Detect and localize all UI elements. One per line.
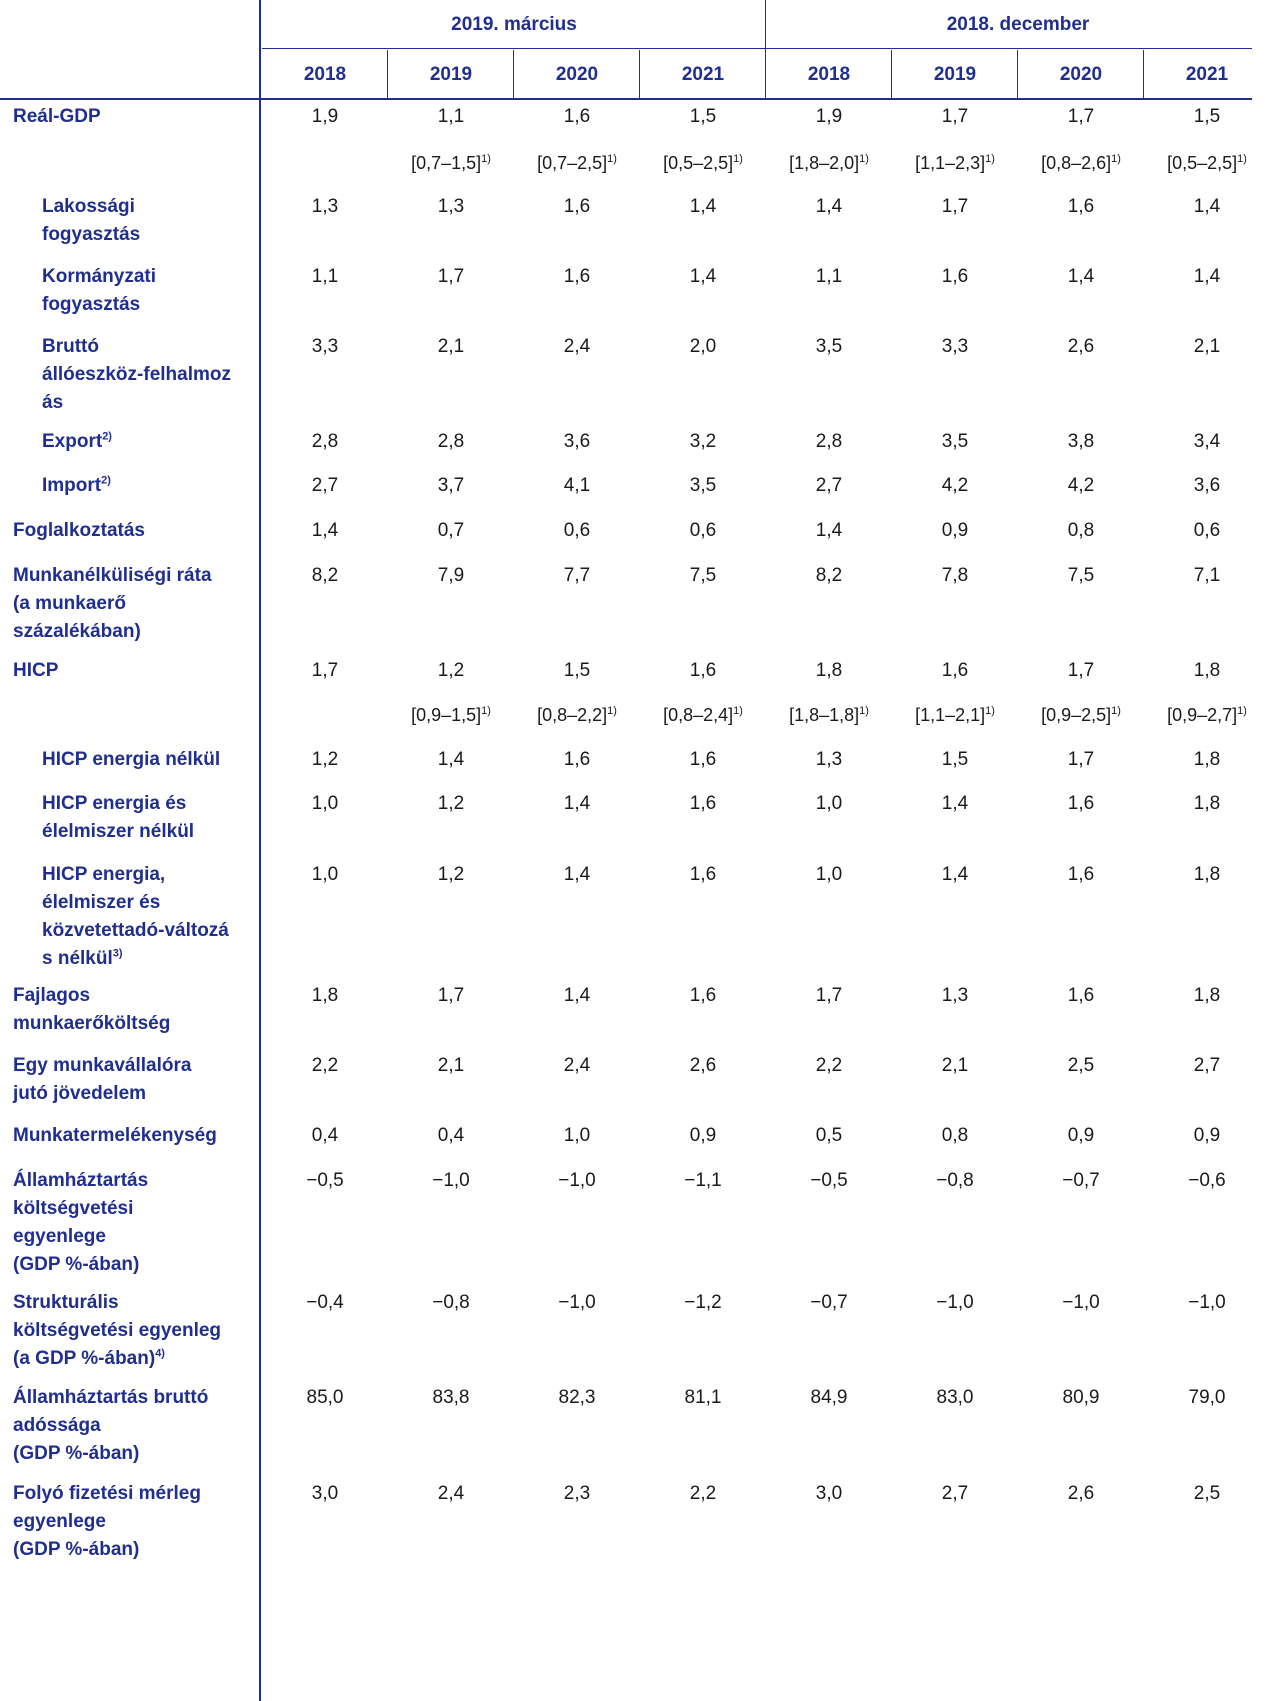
row-label-line: egyenlege xyxy=(13,1511,106,1532)
range-cell xyxy=(514,701,640,729)
value-cell: 1,4 xyxy=(689,266,717,287)
row-label-line: munkaerőköltség xyxy=(13,1013,171,1034)
row-label-line: Bruttó xyxy=(42,336,99,357)
range-cell xyxy=(388,701,514,729)
year-header: 2018 xyxy=(807,64,851,85)
value-cell: −1,0 xyxy=(1062,1292,1100,1313)
value-cell: 2,6 xyxy=(1067,1483,1095,1504)
row-label-line: HICP energia, xyxy=(42,864,166,885)
value-cell: 1,3 xyxy=(437,196,465,217)
value-cell: 2,7 xyxy=(815,475,843,496)
row-label-line: Reál-GDP xyxy=(13,106,101,127)
value-cell: 1,0 xyxy=(311,864,339,885)
value-cell: 2,8 xyxy=(815,431,843,452)
row-label-line: élelmiszer és xyxy=(42,892,161,913)
range-cell xyxy=(514,149,640,177)
row-label-line: (GDP %-ában) xyxy=(13,1539,140,1560)
row-label-ulc xyxy=(13,982,170,1038)
value-cell: 4,2 xyxy=(941,475,969,496)
value-cell: 84,9 xyxy=(810,1387,848,1408)
row-label-employment xyxy=(13,517,145,545)
range-value: [0,9–2,5] xyxy=(1041,705,1112,725)
value-cell: 1,1 xyxy=(815,266,843,287)
range-cell xyxy=(640,149,766,177)
row-label-line: állóeszköz-felhalmoz xyxy=(42,364,231,385)
value-cell: 1,4 xyxy=(437,749,465,770)
year-header: 2019 xyxy=(933,64,977,85)
footnote-marker: 1) xyxy=(859,705,869,717)
value-cell: 1,7 xyxy=(311,660,339,681)
footnote-marker: 1) xyxy=(481,153,491,165)
value-cell: 2,2 xyxy=(815,1055,843,1076)
value-cell: 1,6 xyxy=(1067,985,1095,1006)
range-value: [0,5–2,5] xyxy=(1167,153,1238,173)
value-cell: 1,2 xyxy=(437,793,465,814)
row-label-line: HICP energia és xyxy=(42,793,187,814)
footnote-marker: 1) xyxy=(985,705,995,717)
value-cell: 2,8 xyxy=(437,431,465,452)
range-value: [0,8–2,2] xyxy=(537,705,608,725)
value-cell: 3,5 xyxy=(941,431,969,452)
value-cell: 1,4 xyxy=(563,864,591,885)
row-label-line: Államháztartás xyxy=(13,1170,149,1191)
row-label-line: ás xyxy=(42,392,64,413)
value-cell: 2,7 xyxy=(311,475,339,496)
value-cell: 1,8 xyxy=(815,660,843,681)
value-cell: 4,2 xyxy=(1067,475,1095,496)
value-cell: 1,8 xyxy=(1193,864,1221,885)
value-cell: 1,3 xyxy=(815,749,843,770)
value-cell: 1,4 xyxy=(563,793,591,814)
value-cell: 1,8 xyxy=(1193,749,1221,770)
range-value: [0,9–2,7] xyxy=(1167,705,1238,725)
value-cell: −1,0 xyxy=(936,1292,974,1313)
row-label-real-gdp xyxy=(13,103,101,131)
year-header: 2021 xyxy=(681,64,725,85)
value-cell: 2,8 xyxy=(311,431,339,452)
value-cell: 3,5 xyxy=(689,475,717,496)
row-label-line: Államháztartás bruttó xyxy=(13,1387,209,1408)
value-cell: 1,4 xyxy=(689,196,717,217)
year-header: 2021 xyxy=(1185,64,1229,85)
column-group-header: 2018. december xyxy=(946,14,1090,35)
value-cell: 1,7 xyxy=(437,266,465,287)
value-cell: 3,6 xyxy=(563,431,591,452)
footnote-marker: 1) xyxy=(859,153,869,165)
value-cell: 1,3 xyxy=(941,985,969,1006)
value-cell: 1,2 xyxy=(437,660,465,681)
value-cell: 2,4 xyxy=(437,1483,465,1504)
value-cell: 1,4 xyxy=(563,985,591,1006)
value-cell: 1,6 xyxy=(563,749,591,770)
value-cell: −0,5 xyxy=(810,1170,848,1191)
value-cell: 2,1 xyxy=(437,336,465,357)
value-cell: 1,6 xyxy=(941,266,969,287)
value-cell: 1,6 xyxy=(941,660,969,681)
value-cell: 1,6 xyxy=(689,749,717,770)
value-cell: 1,0 xyxy=(311,793,339,814)
value-cell: 0,9 xyxy=(689,1125,717,1146)
value-cell: 3,6 xyxy=(1193,475,1221,496)
value-cell: 2,0 xyxy=(689,336,717,357)
value-cell: 1,2 xyxy=(437,864,465,885)
value-cell: 2,1 xyxy=(1193,336,1221,357)
value-cell: 1,4 xyxy=(1067,266,1095,287)
value-cell: 0,9 xyxy=(941,520,969,541)
value-cell: 2,6 xyxy=(689,1055,717,1076)
row-label-structural-balance xyxy=(13,1289,221,1373)
value-cell: 7,7 xyxy=(563,565,591,586)
column-group-header: 2019. március xyxy=(451,14,577,35)
value-cell: 3,0 xyxy=(815,1483,843,1504)
value-cell: −1,0 xyxy=(558,1292,596,1313)
value-cell: 7,9 xyxy=(437,565,465,586)
footnote-marker: 1) xyxy=(607,705,617,717)
year-header: 2018 xyxy=(303,64,347,85)
value-cell: 1,6 xyxy=(1067,196,1095,217)
row-label-line: költségvetési egyenleg xyxy=(13,1320,222,1341)
value-cell: 2,6 xyxy=(1067,336,1095,357)
year-header: 2020 xyxy=(1059,64,1103,85)
range-value: [0,5–2,5] xyxy=(663,153,734,173)
range-value: [1,8–2,0] xyxy=(789,153,860,173)
value-cell: 7,1 xyxy=(1193,565,1221,586)
row-label-line: élelmiszer nélkül xyxy=(42,821,195,842)
value-cell: 3,0 xyxy=(311,1483,339,1504)
value-cell: 1,6 xyxy=(563,266,591,287)
row-label-compensation xyxy=(13,1052,191,1108)
value-cell: 1,0 xyxy=(815,793,843,814)
row-label-line: Egy munkavállalóra xyxy=(13,1055,192,1076)
row-label-line: Fajlagos xyxy=(13,985,91,1006)
row-label-budget-balance xyxy=(13,1167,148,1279)
value-cell: 2,2 xyxy=(689,1483,717,1504)
value-cell: −1,0 xyxy=(558,1170,596,1191)
value-cell: 1,0 xyxy=(815,864,843,885)
row-label-line: HICP energia nélkül xyxy=(42,749,221,770)
footnote-marker: 1) xyxy=(481,705,491,717)
value-cell: 2,4 xyxy=(563,1055,591,1076)
value-cell: 1,6 xyxy=(563,196,591,217)
value-cell: 8,2 xyxy=(815,565,843,586)
value-cell: 2,5 xyxy=(1193,1483,1221,1504)
range-cell xyxy=(388,149,514,177)
range-cell xyxy=(892,149,1018,177)
value-cell: 1,8 xyxy=(1193,793,1221,814)
range-cell xyxy=(766,149,892,177)
value-cell: 0,7 xyxy=(437,520,465,541)
row-label-line: (a munkaerő xyxy=(13,593,126,614)
value-cell: 1,1 xyxy=(437,106,465,127)
row-label-gfcf xyxy=(42,333,231,417)
value-cell: 1,7 xyxy=(1067,106,1095,127)
range-value: [1,1–2,3] xyxy=(915,153,986,173)
row-label-government-consumption xyxy=(42,263,156,319)
value-cell: 1,4 xyxy=(311,520,339,541)
value-cell: −0,6 xyxy=(1188,1170,1226,1191)
row-label-line: HICP xyxy=(13,660,59,681)
row-label-hicp xyxy=(13,657,58,685)
row-label-line: költségvetési xyxy=(13,1198,134,1219)
value-cell: 1,7 xyxy=(437,985,465,1006)
value-cell: 81,1 xyxy=(684,1387,722,1408)
row-label-exports xyxy=(42,428,112,456)
row-label-productivity xyxy=(13,1122,217,1150)
value-cell: 1,1 xyxy=(311,266,339,287)
row-label-line: fogyasztás xyxy=(42,224,141,245)
value-cell: 1,3 xyxy=(311,196,339,217)
value-cell: 0,9 xyxy=(1067,1125,1095,1146)
footnote-marker: 1) xyxy=(1237,153,1247,165)
footnote-marker: 1) xyxy=(607,153,617,165)
value-cell: 1,7 xyxy=(941,106,969,127)
value-cell: 1,5 xyxy=(1193,106,1221,127)
footnote-marker: 1) xyxy=(733,705,743,717)
footnote-marker: 2) xyxy=(101,474,111,487)
value-cell: 3,8 xyxy=(1067,431,1095,452)
range-value: [0,7–1,5] xyxy=(411,153,482,173)
footnote-marker: 1) xyxy=(1111,153,1121,165)
value-cell: 1,9 xyxy=(311,106,339,127)
value-cell: −1,0 xyxy=(1188,1292,1226,1313)
value-cell: 3,2 xyxy=(689,431,717,452)
footnote-marker: 1) xyxy=(733,153,743,165)
value-cell: 1,8 xyxy=(1193,985,1221,1006)
value-cell: 1,5 xyxy=(563,660,591,681)
value-cell: 1,4 xyxy=(1193,196,1221,217)
value-cell: 1,5 xyxy=(941,749,969,770)
range-value: [0,8–2,4] xyxy=(663,705,734,725)
footnote-marker: 1) xyxy=(1111,705,1121,717)
value-cell: 1,6 xyxy=(689,793,717,814)
range-cell xyxy=(1144,701,1270,729)
value-cell: 1,6 xyxy=(1067,793,1095,814)
row-label-line: Export xyxy=(42,431,103,452)
value-cell: 1,4 xyxy=(815,196,843,217)
value-cell: −1,1 xyxy=(684,1170,722,1191)
range-value: [1,8–1,8] xyxy=(789,705,860,725)
value-cell: 85,0 xyxy=(306,1387,344,1408)
range-cell xyxy=(1018,149,1144,177)
value-cell: 2,7 xyxy=(1193,1055,1221,1076)
value-cell: 0,6 xyxy=(563,520,591,541)
value-cell: 2,7 xyxy=(941,1483,969,1504)
value-cell: 7,5 xyxy=(1067,565,1095,586)
range-cell xyxy=(892,701,1018,729)
row-label-current-account xyxy=(13,1480,201,1564)
value-cell: 80,9 xyxy=(1062,1387,1100,1408)
row-label-line: jutó jövedelem xyxy=(13,1083,147,1104)
row-label-line: Munkanélküliségi ráta xyxy=(13,565,212,586)
value-cell: 1,7 xyxy=(941,196,969,217)
value-cell: 0,6 xyxy=(1193,520,1221,541)
row-label-line: Folyó fizetési mérleg xyxy=(13,1483,201,1504)
value-cell: 1,4 xyxy=(941,864,969,885)
range-cell xyxy=(1144,149,1270,177)
range-cell xyxy=(640,701,766,729)
value-cell: 7,8 xyxy=(941,565,969,586)
row-label-line: Lakossági xyxy=(42,196,135,217)
row-label-unemployment xyxy=(13,562,212,646)
value-cell: 2,3 xyxy=(563,1483,591,1504)
value-cell: 3,3 xyxy=(311,336,339,357)
value-cell: 82,3 xyxy=(558,1387,596,1408)
value-cell: 4,1 xyxy=(563,475,591,496)
range-value: [1,1–2,1] xyxy=(915,705,986,725)
footnote-marker: 3) xyxy=(112,947,123,960)
row-label-line: fogyasztás xyxy=(42,294,141,315)
value-cell: −0,4 xyxy=(306,1292,344,1313)
row-label-imports xyxy=(42,472,111,500)
value-cell: −0,8 xyxy=(432,1292,470,1313)
value-cell: 1,6 xyxy=(689,660,717,681)
row-label-line: Foglalkoztatás xyxy=(13,520,145,541)
value-cell: 1,7 xyxy=(1067,660,1095,681)
range-cell xyxy=(1018,701,1144,729)
value-cell: −1,2 xyxy=(684,1292,722,1313)
value-cell: 1,6 xyxy=(1067,864,1095,885)
row-label-hicp-ex-energy-food xyxy=(42,790,194,846)
value-cell: 2,5 xyxy=(1067,1055,1095,1076)
row-label-private-consumption xyxy=(42,193,140,249)
footnote-marker: 4) xyxy=(155,1347,165,1360)
row-label-line: (a GDP %-ában) xyxy=(13,1348,156,1369)
value-cell: 1,6 xyxy=(563,106,591,127)
value-cell: 83,8 xyxy=(432,1387,470,1408)
value-cell: 2,1 xyxy=(941,1055,969,1076)
range-value: [0,8–2,6] xyxy=(1041,153,1112,173)
value-cell: −0,7 xyxy=(1062,1170,1100,1191)
value-cell: 83,0 xyxy=(936,1387,974,1408)
row-label-line: közvetettadó-változá xyxy=(42,920,229,941)
value-cell: 1,5 xyxy=(689,106,717,127)
value-cell: 3,4 xyxy=(1193,431,1221,452)
value-cell: 1,8 xyxy=(1193,660,1221,681)
row-label-gross-debt xyxy=(13,1384,208,1468)
value-cell: 0,8 xyxy=(1067,520,1095,541)
value-cell: 1,7 xyxy=(815,985,843,1006)
row-label-line: egyenlege xyxy=(13,1226,106,1247)
footnote-marker: 1) xyxy=(1237,705,1247,717)
row-label-line: (GDP %-ában) xyxy=(13,1254,140,1275)
value-cell: 3,5 xyxy=(815,336,843,357)
value-cell: 1,4 xyxy=(815,520,843,541)
row-label-hicp-ex-energy xyxy=(42,746,220,774)
value-cell: 8,2 xyxy=(311,565,339,586)
range-cell xyxy=(766,701,892,729)
value-cell: 1,4 xyxy=(941,793,969,814)
row-label-line: s nélkül xyxy=(42,948,113,969)
row-label-line: adóssága xyxy=(13,1415,101,1436)
range-value: [0,7–2,5] xyxy=(537,153,608,173)
value-cell: 3,3 xyxy=(941,336,969,357)
value-cell: 79,0 xyxy=(1188,1387,1226,1408)
range-value: [0,9–1,5] xyxy=(411,705,482,725)
value-cell: 1,7 xyxy=(1067,749,1095,770)
value-cell: 7,5 xyxy=(689,565,717,586)
value-cell: 1,6 xyxy=(689,864,717,885)
value-cell: −1,0 xyxy=(432,1170,470,1191)
year-header: 2020 xyxy=(555,64,599,85)
year-header: 2019 xyxy=(429,64,473,85)
value-cell: 1,0 xyxy=(563,1125,591,1146)
value-cell: 1,4 xyxy=(1193,266,1221,287)
value-cell: 1,8 xyxy=(311,985,339,1006)
value-cell: 1,2 xyxy=(311,749,339,770)
value-cell: 0,9 xyxy=(1193,1125,1221,1146)
value-cell: 2,2 xyxy=(311,1055,339,1076)
value-cell: 0,4 xyxy=(437,1125,465,1146)
value-cell: −0,5 xyxy=(306,1170,344,1191)
row-label-line: Strukturális xyxy=(13,1292,119,1313)
label-column-divider xyxy=(259,0,261,1701)
value-cell: 1,9 xyxy=(815,106,843,127)
value-cell: −0,7 xyxy=(810,1292,848,1313)
value-cell: 0,6 xyxy=(689,520,717,541)
row-label-line: Munkatermelékenység xyxy=(13,1125,217,1146)
row-label-line: (GDP %-ában) xyxy=(13,1443,140,1464)
footnote-marker: 2) xyxy=(102,430,112,443)
footnote-marker: 1) xyxy=(985,153,995,165)
value-cell: 1,6 xyxy=(689,985,717,1006)
value-cell: 0,5 xyxy=(815,1125,843,1146)
value-cell: 2,1 xyxy=(437,1055,465,1076)
row-label-hicp-ex-energy-food-tax xyxy=(42,861,229,973)
row-label-line: százalékában) xyxy=(13,621,141,642)
value-cell: 2,4 xyxy=(563,336,591,357)
row-label-line: Import xyxy=(42,475,102,496)
row-label-line: Kormányzati xyxy=(42,266,157,287)
value-cell: 0,8 xyxy=(941,1125,969,1146)
value-cell: 0,4 xyxy=(311,1125,339,1146)
value-cell: 3,7 xyxy=(437,475,465,496)
value-cell: −0,8 xyxy=(936,1170,974,1191)
